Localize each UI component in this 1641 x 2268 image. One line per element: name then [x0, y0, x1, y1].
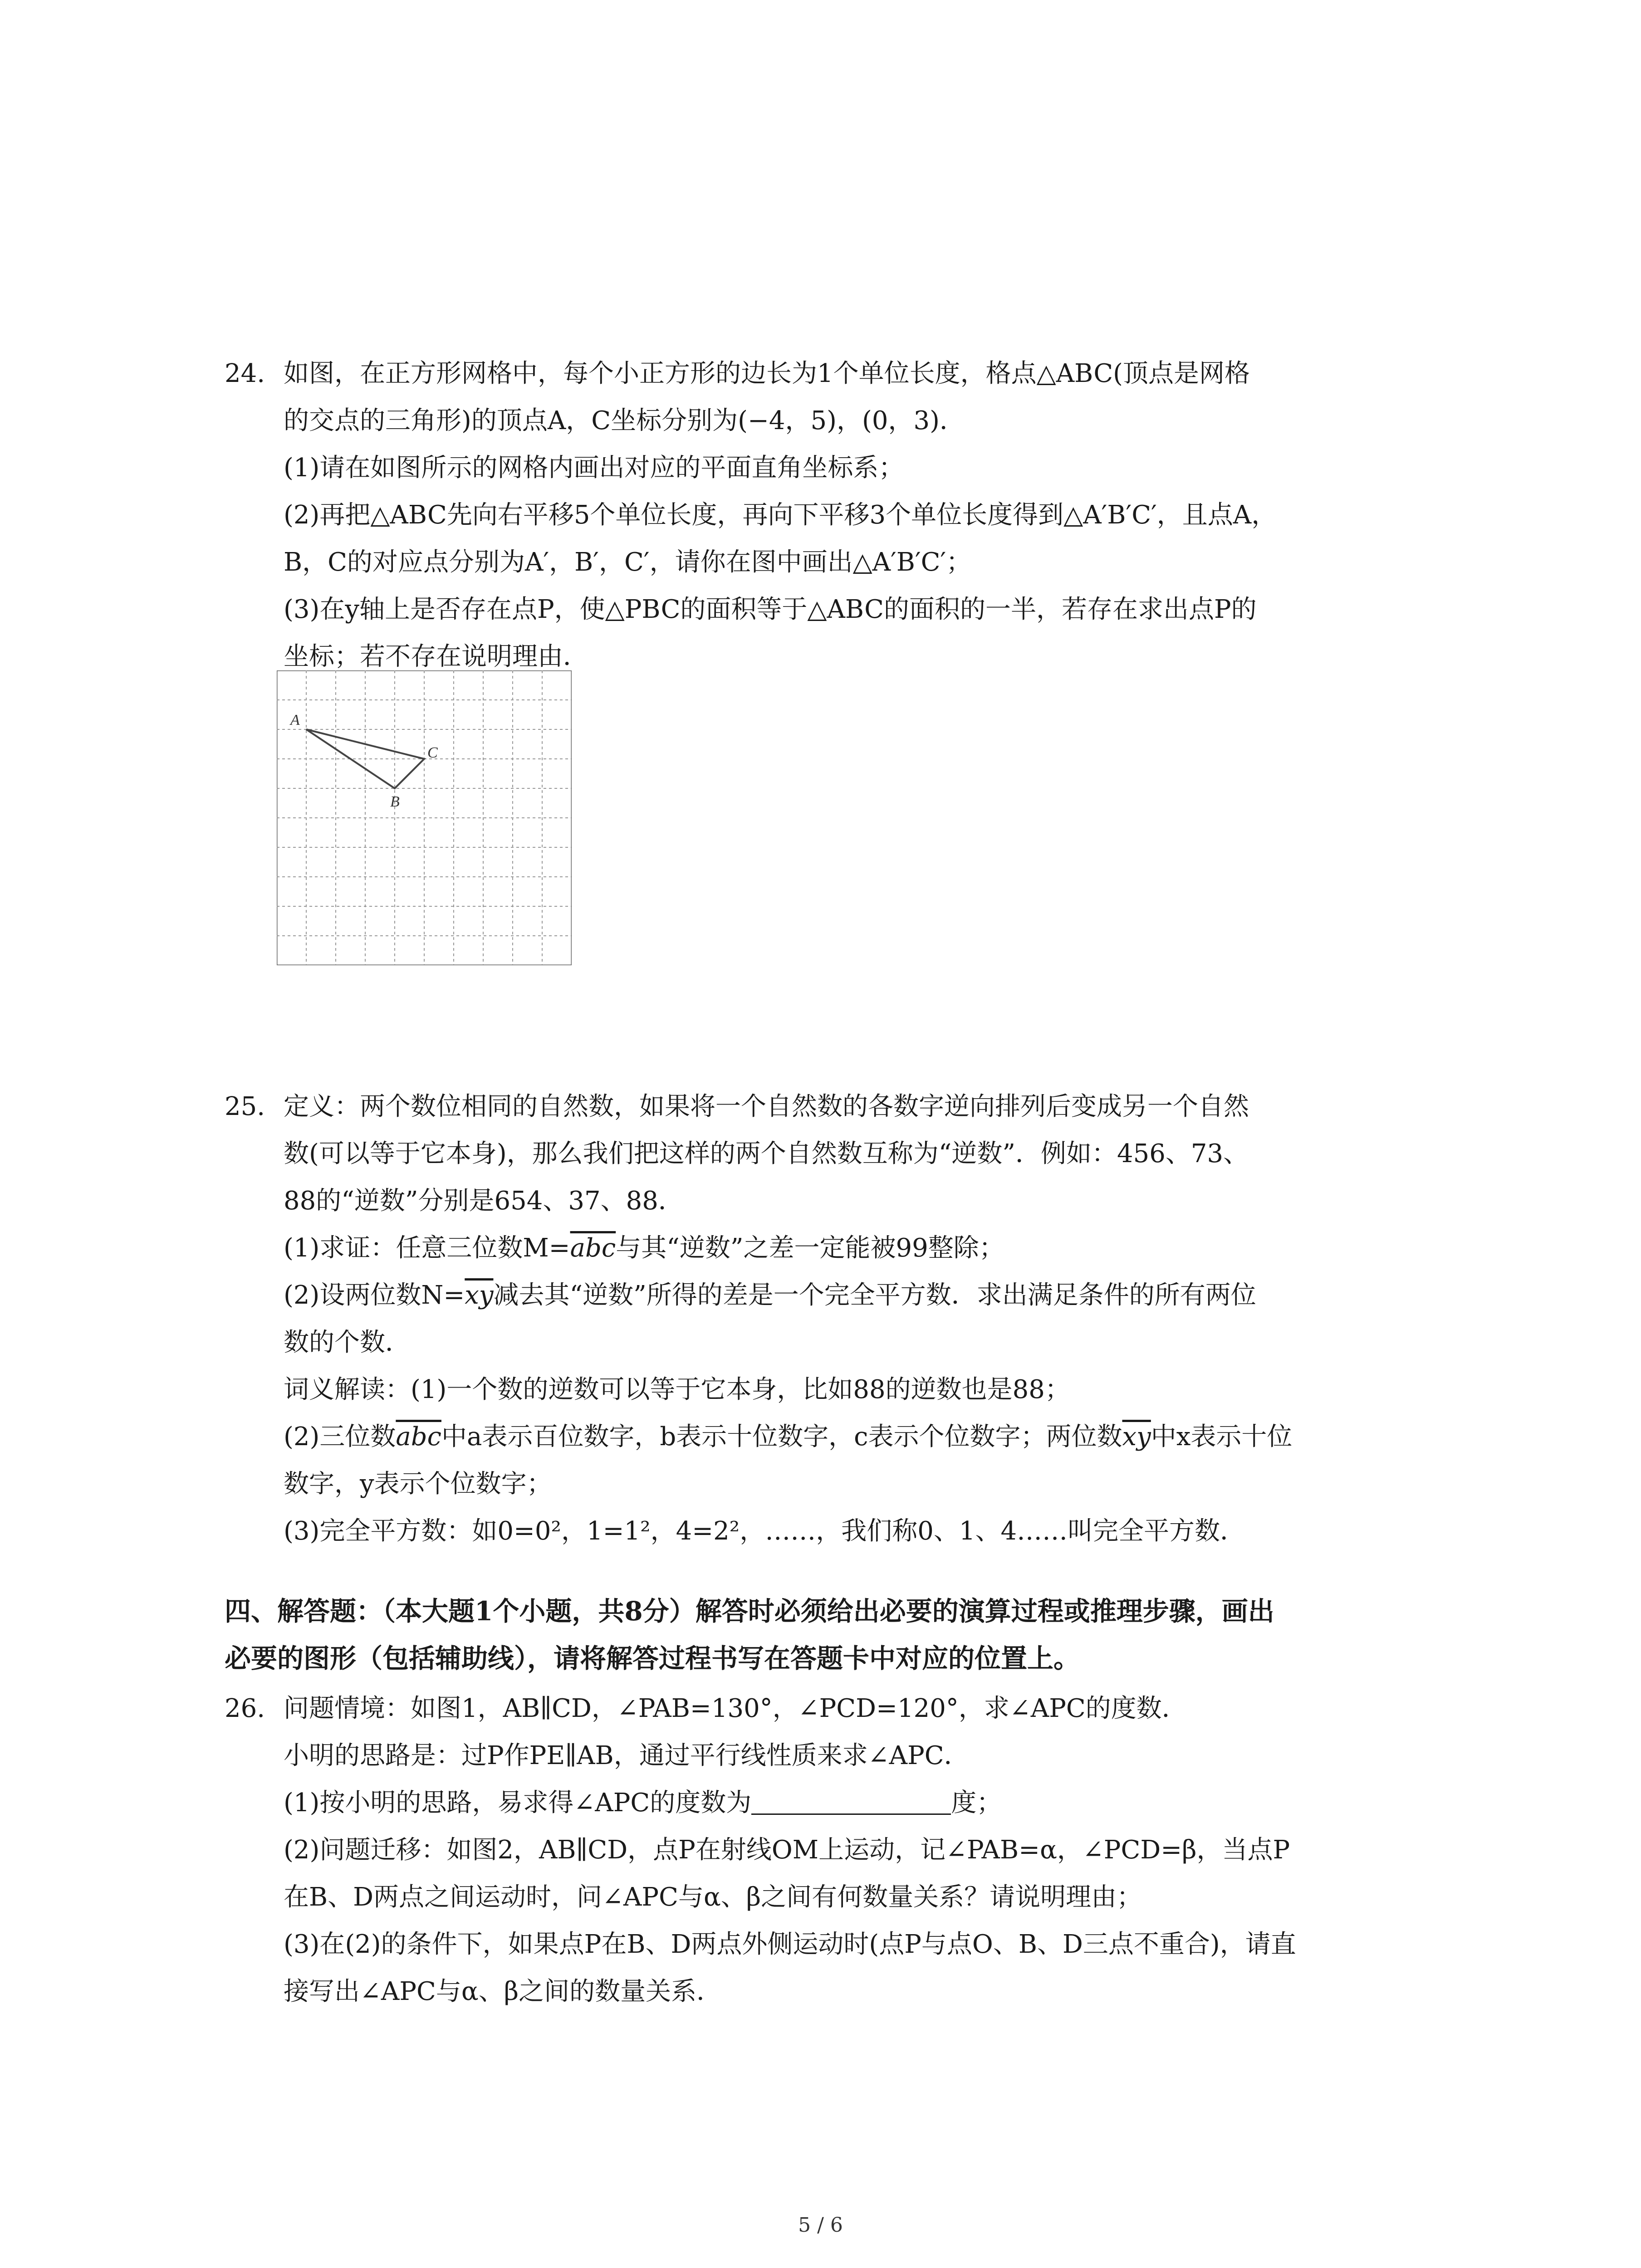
- q25-line: 数字，y表示个位数字；: [284, 1469, 552, 1499]
- q25-line: 25. 定义：两个数位相同的自然数，如果将一个自然数的各数字逆向排列后变成另一个自然: [225, 1083, 1440, 1130]
- q25-line: (1)求证：任意三位数$M=\overline{abc}$与其“逆数”之差一定能被99整除；: [284, 1233, 1004, 1263]
- overline-xy: $\overline{xy}$: [1122, 1422, 1151, 1452]
- question-24: [225, 350, 1440, 680]
- q25-line: 数的个数．: [284, 1328, 411, 1357]
- answer-blank: [751, 1786, 951, 1815]
- q24-line: (3)在y轴上是否存在点P，使△PBC的面积等于△ABC的面积的一半，若存在求出点P的: [284, 595, 1257, 624]
- label-b: B: [390, 793, 400, 810]
- label-c: C: [427, 744, 438, 761]
- q25-line: (2)设两位数$N=\overline{xy}$减去其“逆数”所得的差是一个完全平方数．求出满足条件的所有两位: [284, 1281, 1256, 1310]
- page-number: 5 / 6: [798, 2214, 843, 2237]
- question-26: [225, 1685, 1440, 2015]
- q24-line: B，C的对应点分别为A′，B′，C′，请你在图中画出△A′B′C′；: [284, 547, 972, 577]
- q26-line: 接写出∠APC与α、β之间的数量关系．: [284, 1977, 722, 2006]
- q26-number: 26.: [225, 1694, 265, 1723]
- q25-line: (3)完全平方数：如0=0²，1=1²，4=2²，……，我们称0、1、4……叫完全平方数．: [284, 1516, 1246, 1546]
- overline-abc: $\overline{abc}$: [396, 1422, 441, 1452]
- q26-line: 在B、D两点之间运动时，问∠APC与α、β之间有何数量关系？请说明理由；: [284, 1882, 1142, 1912]
- q26-line: (2)问题迁移：如图2，AB∥CD，点P在射线OM上运动，记∠PAB=α，∠PCD=β，当点P: [284, 1835, 1290, 1865]
- label-a: A: [290, 712, 300, 728]
- q25-line: 词义解读：(1)一个数的逆数可以等于它本身，比如88的逆数也是88；: [284, 1375, 1070, 1404]
- q26-line: 小明的思路是：过P作PE∥AB，通过平行线性质来求∠APC．: [284, 1741, 970, 1770]
- section-4-heading: [225, 1588, 1450, 1682]
- q26-line: (1)按小明的思路，易求得∠APC的度数为 度；: [225, 1779, 1440, 1827]
- q25-line: (2)三位数$\overline{abc}$中a表示百位数字，b表示十位数字，c表示个位数字；两位数$\overline{xy}$中x表示十位: [284, 1422, 1293, 1452]
- q25-number: 25.: [225, 1092, 265, 1121]
- q24-line: (1)请在如图所示的网格内画出对应的平面直角坐标系；: [284, 453, 904, 483]
- question-25: [225, 1083, 1440, 1555]
- grid-lines: [277, 670, 572, 965]
- q24-line: 的交点的三角形)的顶点A，C坐标分别为(−4，5)，(0，3)．: [284, 406, 965, 435]
- overline-abc: $\overline{abc}$: [570, 1233, 616, 1263]
- q24-number: 24.: [225, 359, 265, 388]
- grid-figure: [277, 670, 572, 965]
- q25-line: 88的“逆数”分别是654、37、88．: [284, 1186, 684, 1216]
- q26-line: 26. 问题情境：如图1，AB∥CD，∠PAB=130°，∠PCD=120°，求∠APC的度数．: [225, 1685, 1440, 1732]
- overline-xy: $\overline{xy}$: [465, 1281, 494, 1310]
- q24-line: 坐标；若不存在说明理由．: [284, 642, 588, 671]
- q24-line: (2)再把△ABC先向右平移5个单位长度，再向下平移3个单位长度得到△A′B′C′，且点A，: [284, 500, 1277, 530]
- section-4-line: 四、解答题：（本大题1个小题，共8分）解答时必须给出必要的演算过程或推理步骤，画出: [225, 1596, 1274, 1627]
- q26-line: (3)在(2)的条件下，如果点P在B、D两点外侧运动时(点P与点O、B、D三点不重合)，请直: [284, 1930, 1296, 1959]
- q25-line: 数(可以等于它本身)，那么我们把这样的两个自然数互称为“逆数”．例如：456、73、: [284, 1139, 1249, 1168]
- section-4-line: 必要的图形（包括辅助线），请将解答过程书写在答题卡中对应的位置上。: [225, 1643, 1080, 1674]
- q24-line: 24. 如图，在正方形网格中，每个小正方形的边长为1个单位长度，格点△ABC(顶点是网格: [225, 350, 1440, 397]
